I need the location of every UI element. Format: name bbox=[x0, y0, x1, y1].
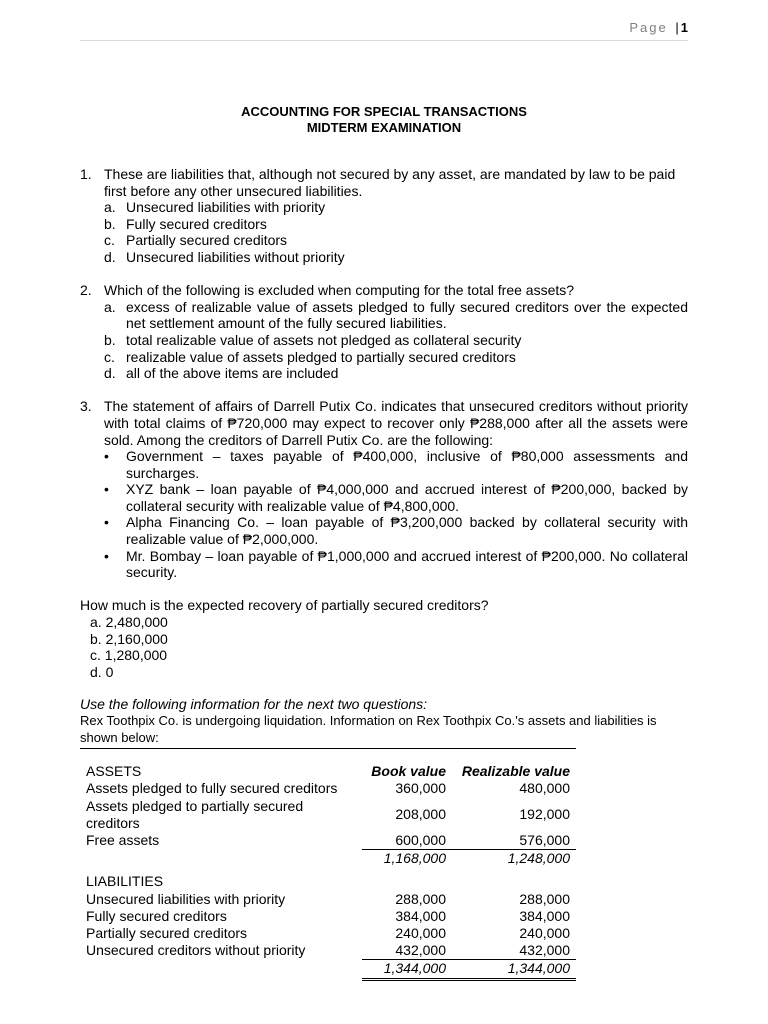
title-line-2: MIDTERM EXAMINATION bbox=[306, 120, 462, 135]
liabilities-total-row: 1,344,000 1,344,000 bbox=[80, 960, 576, 979]
table-row: Unsecured liabilities with priority 288,000 288,000 bbox=[86, 890, 570, 907]
column-header-book-value: Book value bbox=[371, 763, 446, 780]
table-row: Partially secured creditors 240,000 240,000 bbox=[86, 925, 570, 942]
option-a: a. 2,480,000 bbox=[90, 614, 168, 631]
option-b: b. total realizable value of assets not pledged as collateral security bbox=[104, 331, 522, 348]
question-number: 1. bbox=[80, 166, 92, 182]
table-row: Unsecured creditors without priority 432,000 432,000 bbox=[86, 942, 570, 959]
question-3-prompt: How much is the expected recovery of partially secured creditors? bbox=[80, 597, 489, 614]
table-row: Free assets 600,000 576,000 bbox=[86, 832, 570, 849]
option-a: a. excess of realizable value of assets pledged to fully secured creditors over the expected net settlement amount of the fully secured liabilities. bbox=[104, 298, 688, 332]
option-c: c. Partially secured creditors bbox=[104, 232, 288, 249]
option-d: d. Unsecured liabilities without priority bbox=[104, 248, 345, 265]
table-row: Assets pledged to fully secured creditors 360,000 480,000 bbox=[86, 780, 570, 797]
assets-total-row: 1,168,000 1,248,000 bbox=[80, 850, 576, 868]
creditor-bullet: • Mr. Bombay – loan payable of ₱1,000,000 and accrued interest of ₱200,000. No collateral security. bbox=[104, 547, 688, 581]
option-d: d. 0 bbox=[90, 663, 114, 680]
assets-liabilities-table bbox=[80, 748, 576, 980]
exam-content bbox=[80, 166, 688, 981]
table-row: Assets pledged to partially secured creditors 208,000 192,000 bbox=[86, 797, 570, 831]
page-number: Page | 1 bbox=[629, 20, 688, 35]
option-d: d. all of the above items are included bbox=[104, 365, 339, 382]
question-1 bbox=[80, 166, 688, 266]
liabilities-heading-row bbox=[80, 873, 576, 890]
liabilities-heading: LIABILITIES bbox=[86, 873, 164, 890]
creditor-bullet: • Government – taxes payable of ₱400,000, inclusive of ₱80,000 assessments and surcharges. bbox=[104, 448, 688, 481]
info-text: Rex Toothpix Co. is undergoing liquidation. Information on Rex Toothpix Co.'s assets and liabilities is shown below: bbox=[80, 713, 657, 745]
question-number: 2. bbox=[80, 282, 92, 299]
title-line-1: ACCOUNTING FOR SPECIAL TRANSACTIONS bbox=[241, 104, 527, 119]
question-stem: The statement of affairs of Darrell Putix Co. indicates that unsecured creditors without priority with total claims of ₱720,000 may expect to recover only ₱288,000 after all the assets were sold. Among the creditors of Darrell Putix Co. are the following: bbox=[104, 398, 688, 448]
question-3 bbox=[80, 398, 688, 581]
question-stem: Which of the following is excluded when computing for the total free assets? bbox=[104, 282, 575, 299]
question-2 bbox=[80, 282, 688, 382]
assets-heading: ASSETS bbox=[86, 763, 142, 780]
option-b: b. Fully secured creditors bbox=[104, 215, 267, 232]
exam-title bbox=[0, 104, 768, 136]
table-row: Fully secured creditors 384,000 384,000 bbox=[86, 907, 570, 924]
question-stem: These are liabilities that, although not secured by any asset, are mandated by law to be paid first before any other unsecured liabilities. bbox=[104, 166, 676, 199]
question-3-options bbox=[80, 614, 688, 680]
column-header-realizable-value: Realizable value bbox=[461, 763, 570, 780]
creditor-bullet: • XYZ bank – loan payable of ₱4,000,000 and accrued interest of ₱200,000, backed by collateral security with realizable value of ₱4,800,000. bbox=[104, 481, 688, 514]
creditor-bullet: • Alpha Financing Co. – loan payable of ₱3,200,000 backed by collateral security with realizable value of ₱2,000,000. bbox=[104, 514, 688, 548]
option-a: a. Unsecured liabilities with priority bbox=[104, 199, 326, 216]
page-header bbox=[80, 18, 688, 41]
option-b: b. 2,160,000 bbox=[90, 630, 168, 647]
question-number: 3. bbox=[80, 398, 92, 415]
info-heading: Use the following information for the next two questions: bbox=[80, 696, 428, 713]
option-c: c. realizable value of assets pledged to partially secured creditors bbox=[104, 348, 516, 365]
option-c: c. 1,280,000 bbox=[90, 647, 168, 664]
